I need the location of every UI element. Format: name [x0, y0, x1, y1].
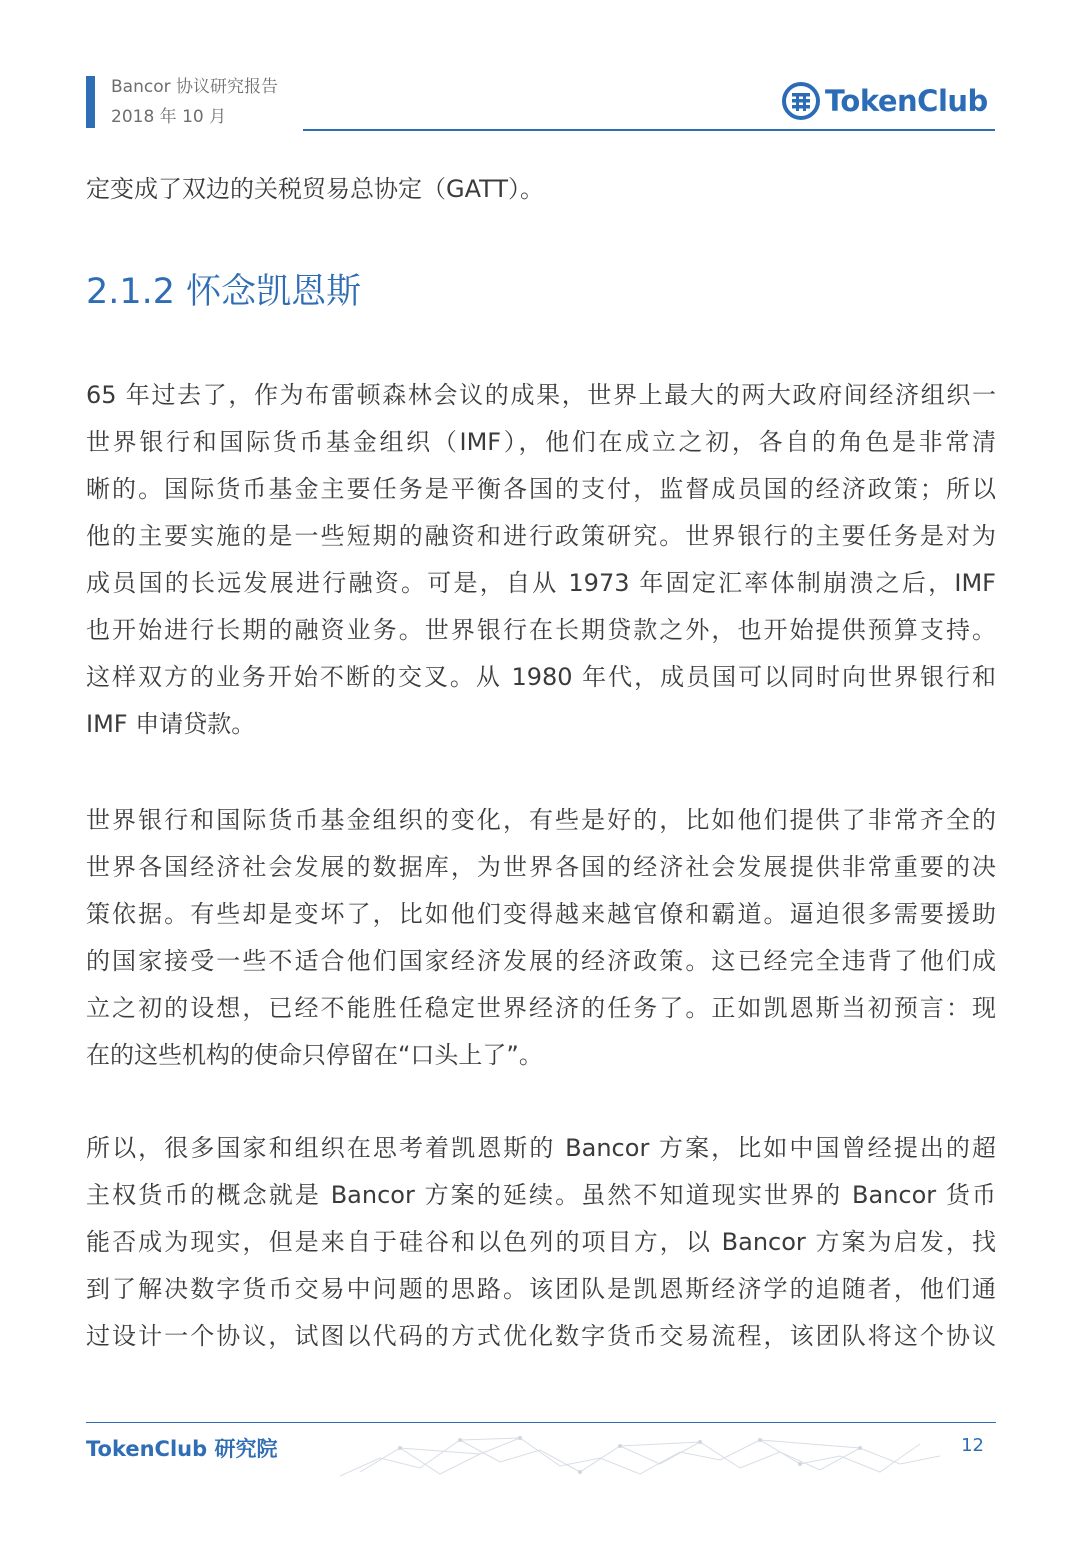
- report-date: 2018 年 10 月: [111, 107, 227, 127]
- paragraph-line: 过设计一个协议，试图以代码的方式优化数字货币交易流程，该团队将这个协议: [86, 1322, 996, 1350]
- paragraph-line: 立之初的设想，已经不能胜任稳定世界经济的任务了。正如凯恩斯当初预言：现: [86, 994, 996, 1022]
- paragraph-line: 策依据。有些却是变坏了，比如他们变得越来越官僚和霸道。逼迫很多需要援助: [86, 900, 996, 928]
- report-title: Bancor 协议研究报告: [111, 77, 278, 97]
- paragraph-line: 65 年过去了，作为布雷顿森林会议的成果，世界上最大的两大政府间经济组织一: [86, 381, 996, 409]
- paragraph-line: 世界各国经济社会发展的数据库，为世界各国的经济社会发展提供非常重要的决: [86, 853, 996, 881]
- paragraph-line: 这样双方的业务开始不断的交叉。从 1980 年代，成员国可以同时向世界银行和: [86, 663, 996, 691]
- tokenclub-logo-icon: [781, 81, 821, 121]
- intro-line: 定变成了双边的关税贸易总协定（GATT）。: [86, 175, 545, 203]
- paragraph-line: IMF 申请贷款。: [86, 710, 256, 738]
- section-heading: 2.1.2 怀念凯恩斯: [86, 272, 362, 312]
- logo-text: TokenClub: [825, 84, 988, 118]
- paragraph-line: 能否成为现实，但是来自于硅谷和以色列的项目方，以 Bancor 方案为启发，找: [86, 1228, 996, 1256]
- header-divider: [303, 129, 995, 131]
- paragraph-line: 世界银行和国际货币基金组织（IMF），他们在成立之初，各自的角色是非常清: [86, 428, 996, 456]
- paragraph-line: 所以，很多国家和组织在思考着凯恩斯的 Bancor 方案，比如中国曾经提出的超: [86, 1134, 996, 1162]
- tokenclub-logo: [781, 80, 996, 122]
- paragraph-line: 成员国的长远发展进行融资。可是，自从 1973 年固定汇率体制崩溃之后，IMF: [86, 569, 996, 597]
- paragraph-line: 晰的。国际货币基金主要任务是平衡各国的支付，监督成员国的经济政策；所以: [86, 475, 996, 503]
- network-decoration-icon: [340, 1428, 940, 1480]
- paragraph-line: 在的这些机构的使命只停留在“口头上了”。: [86, 1041, 543, 1069]
- paragraph-line: 也开始进行长期的融资业务。世界银行在长期贷款之外，也开始提供预算支持。: [86, 616, 996, 644]
- paragraph-line: 他的主要实施的是一些短期的融资和进行政策研究。世界银行的主要任务是对为: [86, 522, 996, 550]
- paragraph-line: 世界银行和国际货币基金组织的变化，有些是好的，比如他们提供了非常齐全的: [86, 806, 996, 834]
- paragraph-line: 的国家接受一些不适合他们国家经济发展的经济政策。这已经完全违背了他们成: [86, 947, 996, 975]
- paragraph-line: 到了解决数字货币交易中问题的思路。该团队是凯恩斯经济学的追随者，他们通: [86, 1275, 996, 1303]
- footer-brand: TokenClub 研究院: [86, 1437, 278, 1461]
- paragraph-line: 主权货币的概念就是 Bancor 方案的延续。虽然不知道现实世界的 Bancor 货币: [86, 1181, 996, 1209]
- footer-divider: [86, 1422, 996, 1423]
- header-accent-bar: [86, 76, 95, 128]
- page-number: 12: [961, 1435, 984, 1456]
